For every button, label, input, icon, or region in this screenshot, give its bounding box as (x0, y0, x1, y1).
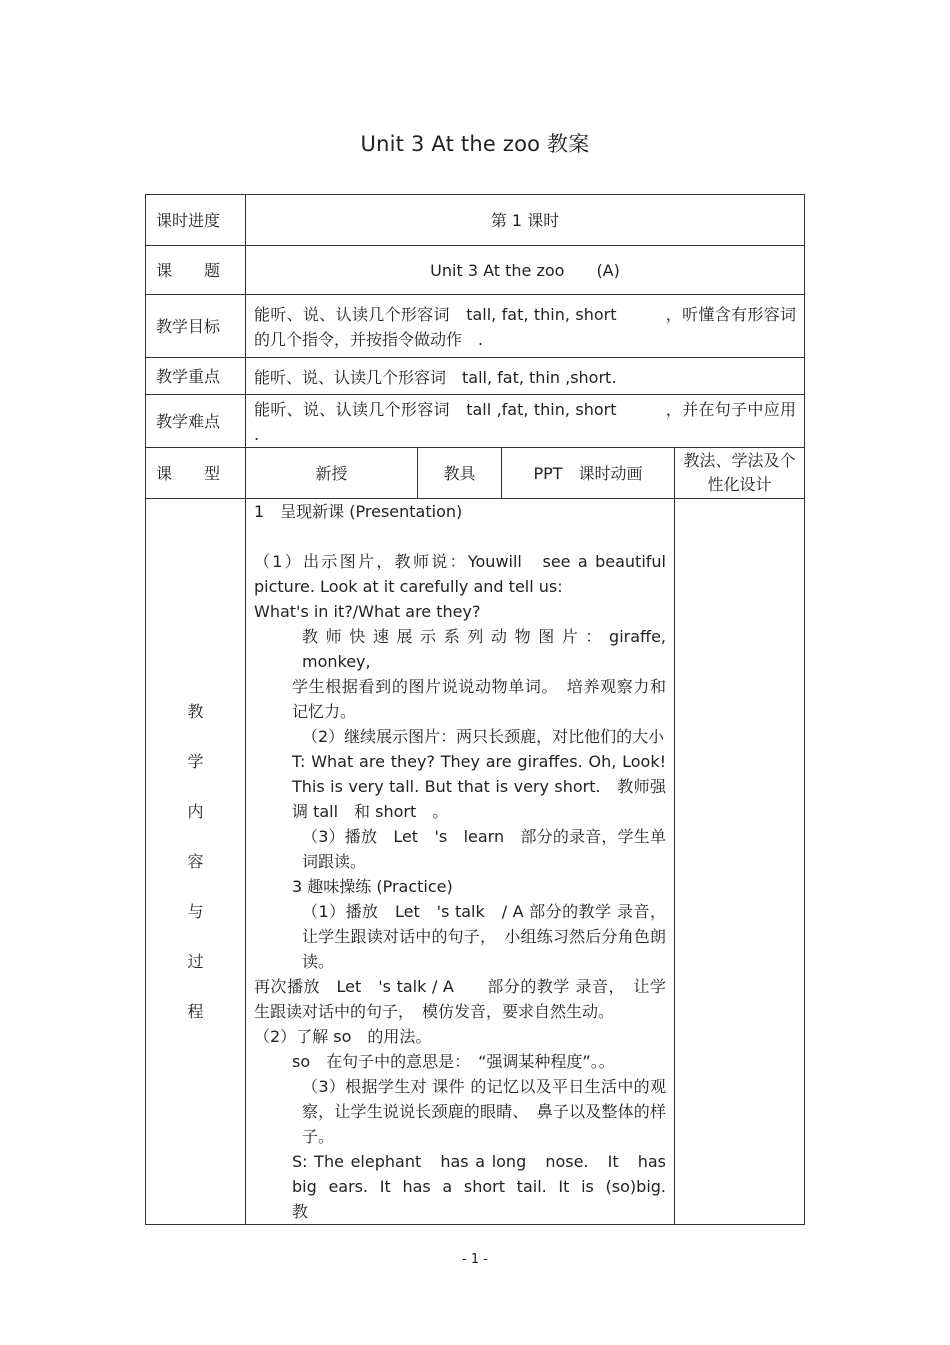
content-line: 3 趣味操练 (Practice) (292, 877, 453, 896)
process-label-char: 容 (187, 851, 204, 871)
content-line: T: What are they? They are giraffes. Oh, Look! This is very tall. But that is very short. 教师强调 tall 和 short 。 (292, 752, 666, 821)
process-label-char: 程 (187, 1001, 204, 1021)
content-line: 学生根据看到的图片说说动物单词。 培养观察力和记忆力。 (292, 677, 666, 721)
goal-value: 能听、说、认读几个形容词 tall, fat, thin, short ，听懂含有形容词的几个指令，并按指令做动作 . (246, 295, 805, 358)
type-label: 课 型 (146, 448, 246, 499)
content-line: （2）继续展示图片：两只长颈鹿，对比他们的大小 (302, 727, 665, 746)
process-label-char: 学 (187, 751, 204, 771)
process-method-cell (675, 499, 805, 1225)
document-title: Unit 3 At the zoo 教案 (360, 132, 590, 156)
process-label-char: 内 (187, 801, 204, 821)
content-line: 再次播放 Let 's talk / A 部分的教学 录音， 让学生跟读对话中的句子， 模仿发音，要求自然生动。 (254, 977, 666, 1021)
row-process (146, 499, 805, 1225)
process-label-char: 与 (187, 901, 204, 921)
tools-value: PPT 课时动画 (502, 448, 675, 499)
key-label: 教学重点 (146, 358, 246, 395)
content-line (254, 524, 666, 549)
process-label-char: 过 (187, 951, 204, 971)
method-label: 教法、学法及个性化设计 (675, 448, 805, 499)
process-label (146, 499, 246, 1225)
row-progress (146, 195, 805, 246)
content-line: （3）播放 Let 's learn 部分的录音，学生单词跟读。 (302, 827, 666, 871)
row-key (146, 358, 805, 395)
content-line: （1）出示图片，教师说：Youwill see a beautiful picture. Look at it carefully and tell us: (254, 552, 666, 596)
row-type (146, 448, 805, 499)
process-content (246, 499, 747, 1225)
tools-label: 教具 (418, 448, 502, 499)
goal-label: 教学目标 (146, 295, 246, 358)
content-line: What's in it?/What are they? (254, 602, 481, 621)
row-topic (146, 246, 805, 295)
difficulty-value: 能听、说、认读几个形容词 tall ,fat, thin, short ，并在句子中应用 . (246, 395, 805, 448)
content-line: 1 呈现新课 (Presentation) (254, 502, 463, 521)
progress-value: 第 1 课时 (246, 195, 805, 246)
content-line: （2）了解 so 的用法。 (254, 1027, 432, 1046)
difficulty-label: 教学难点 (146, 395, 246, 448)
content-line: （3）根据学生对 课件 的记忆以及平日生活中的观察，让学生说说长颈鹿的眼睛、 鼻子以及整体的样子。 (302, 1077, 666, 1146)
key-value: 能听、说、认读几个形容词 tall, fat, thin ,short. (246, 358, 805, 395)
content-line: （1）播放 Let 's talk / A 部分的教学 录音，让学生跟读对话中的句子， 小组练习然后分角色朗读。 (302, 902, 666, 971)
type-value: 新授 (246, 448, 418, 499)
progress-label: 课时进度 (146, 195, 246, 246)
topic-value: Unit 3 At the zoo (A) (246, 246, 805, 295)
process-label-char: 教 (187, 701, 204, 721)
lesson-plan-table (145, 194, 805, 1225)
topic-label: 课 题 (146, 246, 246, 295)
page-number: - 1 - (462, 1252, 488, 1267)
row-goal (146, 295, 805, 358)
content-line: so 在句子中的意思是： “强调某种程度”。。 (292, 1052, 615, 1071)
content-line: 教 师 快 速 展 示 系 列 动 物 图 片 ： giraffe, monkey, (302, 627, 666, 671)
row-difficulty (146, 395, 805, 448)
content-line: S: The elephant has a long nose. It has big ears. It has a short tail. It is (so)big. 教 (292, 1152, 747, 1221)
